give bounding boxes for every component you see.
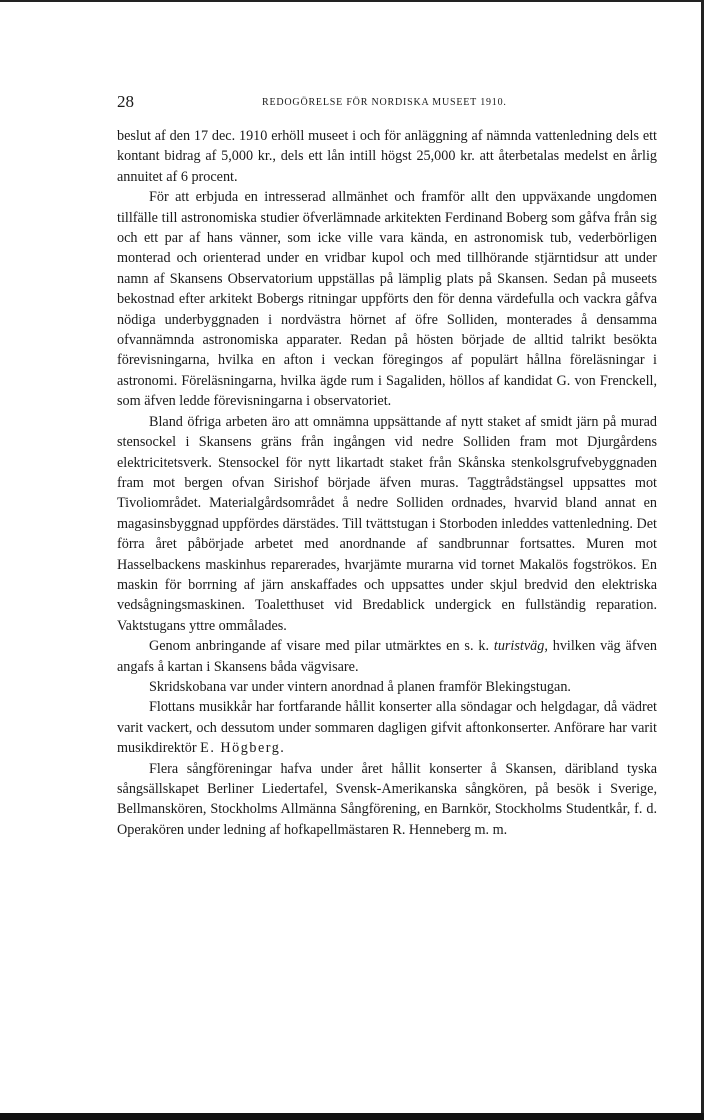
page-top-edge: [0, 0, 704, 2]
navy-band-text-before: Flottans musikkår har fortfarande hållit konserter alla söndagar och helgdagar, då vädret varit vackert, och dessutom under sommaren dagligen gifvit aftonkonserter. Anförare har varit musikdirektör: [117, 699, 657, 757]
tourist-path-text-before: Genom anbringande af visare med pilar utmärktes en s. k.: [149, 638, 494, 655]
tourist-path-text-after: hvilken väg äfven angafs å kartan i Skansens båda vägvisare.: [117, 638, 658, 675]
page-number: 28: [117, 92, 134, 111]
body-text: [117, 126, 657, 840]
paragraph-water-supply: beslut af den 17 dec. 1910 erhöll museet i och för anläggning af nämnda vattenledning dels ett kontant bidrag af 5,000 kr., dels ett lån intill högst 25,000 kr. att återbetalas medelst en årlig annuitet af 6 procent.: [117, 128, 657, 185]
conductor-name: E. Högberg.: [200, 740, 286, 757]
tourist-path-term: turistväg,: [493, 638, 548, 655]
paragraph-skating-rink: Skridskobana var under vintern anordnad å planen framför Blekingstugan.: [149, 678, 571, 695]
paragraph-choirs: Flera sångföreningar hafva under året hållit konserter å Skansen, däribland tyska sångsällskapet Berliner Liedertafel, Svensk-Amerikanska sångkören, på besök i Sverige, Bellmanskören, Stockholms Allmänna Sångförening, en Barnkör, Stockholms Studentkår, f. d. Operakören under ledning af hofkapellmästaren R. Henneberg m. m.: [117, 760, 657, 838]
page-bottom-edge: [0, 1113, 704, 1120]
paragraph-observatory: För att erbjuda en intresserad allmänhet och framför allt den uppväxande ungdomen tillfälle till astronomiska studier öfverlämnade arkitekten Ferdinand Boberg som gåfva från sig och ett par af hans vänner, som icke ville vara kända, en astronomisk tub, vederbörligen monterad och orienterad under en vridbar kupol och med tillhörande stjärntidsur att under namn af Skansens Observatorium uppställas på lämplig plats på Skansen. Sedan på museets bekostnad efter arkitekt Bobergs ritningar uppförts den för denna värdefulla och vackra gåfva nödiga underbyggnaden i nordvästra hörnet af öfre Solliden, monterades å densamma ofvannämnda astronomiska apparater. Redan på hösten började de alltid talrikt besökta förevisningarna, hvilka en afton i veckan föregingos af populärt hållna föreläsningar i astronomi. Föreläsningarna, hvilka ägde rum i Sagaliden, höllos af kandidat G. von Frenckell, som äfven ledde förevisningarna i observatoriet.: [117, 189, 657, 410]
paragraph-navy-band: [117, 697, 657, 758]
paragraph-other-works: Bland öfriga arbeten äro att omnämna uppsättande af nytt staket af smidt järn på murad stensockel i Skansens gräns från ingången vid nedre Solliden fram mot Djurgårdens elektricitetsverk. Stensockel för nytt likartadt staket från Skånska stenkolsgrufvebyggnaden fram mot bergen ofvan Sirishof började äfven muras. Taggtrådstängsel uppsattes mot Tivoliområdet. Materialgårdsområdet å nedre Solliden ordnades, hvarvid bland annat en magasinsbyggnad uppfördes därstädes. Till tvättstugan i Storboden inleddes vattenledning. Det förra året påbörjade arbetet med anordnande af sandbrunnar fortsattes. Muren mot Hasselbackens maskinhus reparerades, hvarjämte murarna vid tornet Makalös fogströkos. En maskin för borrning af järn anskaffades och uppsattes under skjul bredvid den elektriska vedsågningsmaskinen. Toaletthuset vid Bredablick undergick en fullständig reparation. Vaktstugans yttre ommålades.: [117, 413, 657, 634]
running-head: REDOGÖRELSE FÖR NORDISKA MUSEET 1910.: [262, 97, 507, 108]
page-header: [117, 92, 657, 114]
paragraph-tourist-path: [117, 636, 657, 677]
